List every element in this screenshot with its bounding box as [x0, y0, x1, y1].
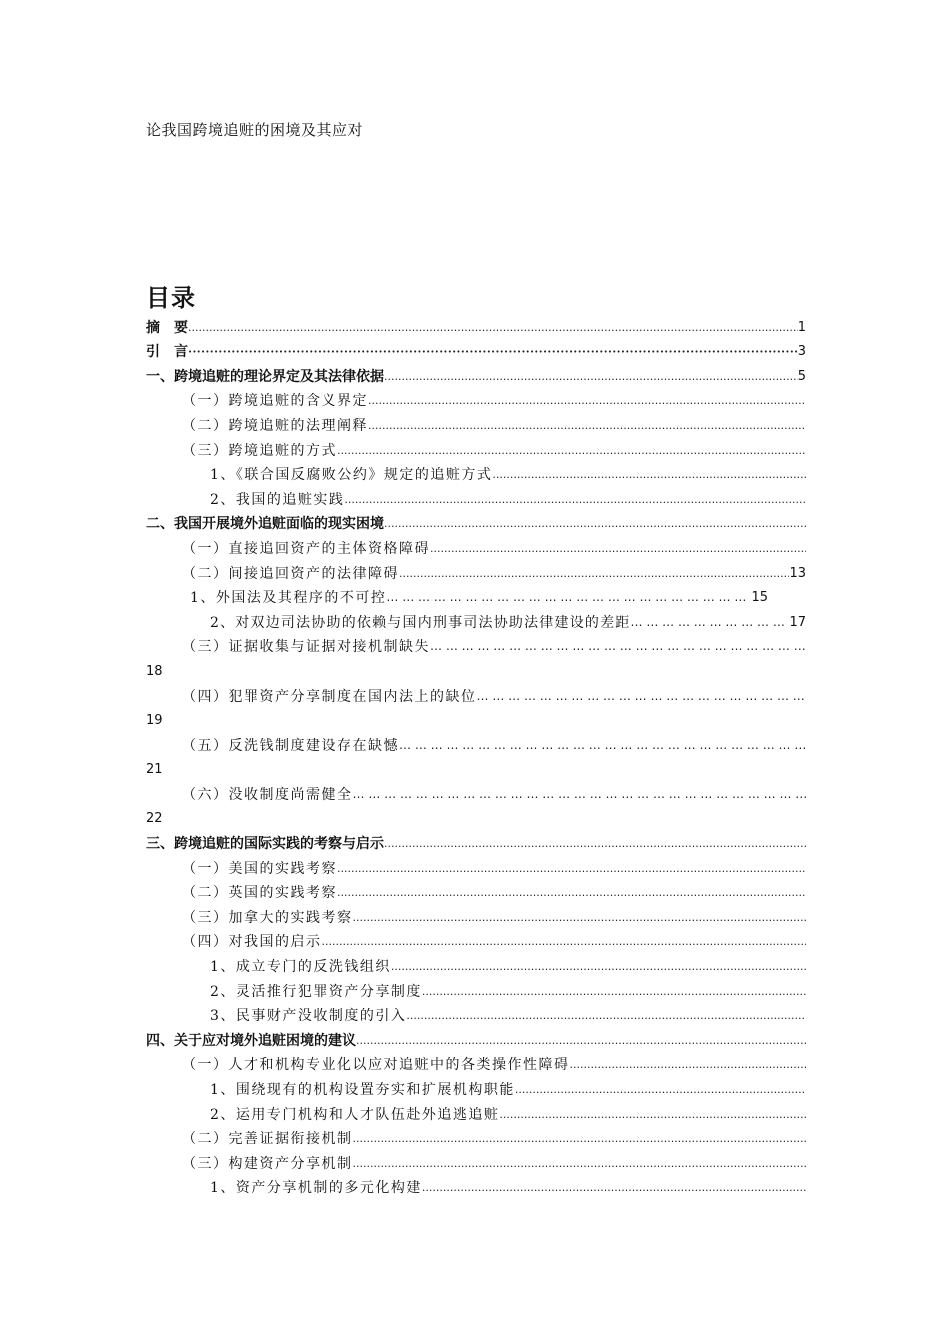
toc-entry-text: 三、跨境追赃的国际实践的考察与启示 [146, 836, 384, 853]
toc-entry-text: 摘 要 [146, 319, 188, 336]
toc-leader [515, 1081, 806, 1099]
toc-leader [399, 736, 806, 755]
toc-entry[interactable] [146, 533, 806, 558]
toc-entry-text: 2、我国的追赃实践 [210, 491, 345, 508]
toc-leader [570, 1056, 807, 1074]
toc-entry-text: （一）美国的实践考察 [182, 860, 337, 877]
toc-entry-text: （三）构建资产分享机制 [182, 1155, 353, 1172]
toc-heading: 目录 [146, 284, 196, 312]
toc-entry[interactable] [146, 1074, 806, 1099]
table-of-contents [146, 312, 806, 1197]
document-title: 论我国跨境追赃的困境及其应对 [146, 121, 364, 139]
toc-leader [322, 933, 807, 951]
toc-leader [344, 491, 806, 509]
toc-leader [337, 442, 806, 460]
toc-leader [188, 319, 798, 337]
toc-entry[interactable] [146, 509, 806, 534]
toc-entry-text: （四）犯罪资产分享制度在国内法上的缺位 [182, 688, 477, 705]
toc-entry[interactable] [146, 361, 806, 386]
toc-entry-text: （二）完善证据衔接机制 [182, 1131, 353, 1148]
toc-page-number: 17 [789, 614, 806, 630]
toc-entry[interactable] [146, 1173, 806, 1198]
toc-entry-text: （四）对我国的启示 [182, 934, 322, 951]
toc-page-number: 19 [146, 713, 163, 729]
toc-entry-text: （一）跨境追赃的含义界定 [182, 393, 368, 410]
toc-entry-text: （三）跨境追赃的方式 [182, 442, 337, 459]
toc-leader [422, 1179, 806, 1197]
toc-leader [492, 466, 806, 484]
toc-entry[interactable] [146, 632, 806, 657]
toc-entry-text: 2、对双边司法协助的依赖与国内刑事司法协助法律建设的差距 [210, 614, 631, 631]
toc-page-number: 21 [146, 762, 163, 778]
toc-entry-text: 3、民事财产没收制度的引入 [210, 1008, 407, 1025]
toc-entry[interactable] [146, 902, 806, 927]
toc-entry[interactable] [146, 1099, 806, 1124]
toc-entry-text: （二）英国的实践考察 [182, 885, 337, 902]
toc-page-number: 18 [146, 663, 163, 679]
toc-entry-text: 一、跨境追赃的理论界定及其法律依据 [146, 368, 384, 385]
toc-entry[interactable] [146, 435, 806, 460]
toc-page-number: 1 [797, 319, 806, 335]
toc-entry-text: 1、资产分享机制的多元化构建 [210, 1180, 422, 1197]
toc-entry-text: （三）加拿大的实践考察 [182, 909, 353, 926]
toc-entry[interactable] [146, 1025, 806, 1050]
toc-leader [353, 785, 807, 804]
toc-leader [337, 860, 806, 878]
toc-leader [384, 515, 806, 533]
toc-entry[interactable] [146, 878, 806, 903]
toc-entry[interactable] [146, 1148, 806, 1173]
toc-entry[interactable] [146, 1001, 806, 1026]
toc-entry-text: 1、成立专门的反洗钱组织 [210, 959, 391, 976]
toc-leader [631, 613, 790, 632]
toc-leader [430, 540, 806, 558]
toc-entry-text: 1、《联合国反腐败公约》规定的追赃方式 [210, 467, 493, 484]
toc-entry-text: 引 言 [146, 344, 188, 361]
toc-entry[interactable] [146, 1050, 806, 1075]
toc-leader [188, 342, 798, 361]
toc-leader [353, 1155, 807, 1173]
toc-entry[interactable] [146, 1124, 806, 1149]
toc-entry-text: （五）反洗钱制度建设存在缺憾 [182, 737, 399, 754]
toc-entry[interactable] [146, 730, 806, 755]
toc-entry[interactable] [146, 828, 806, 853]
toc-entry-text: （二）间接追回资产的法律障碍 [182, 565, 399, 582]
toc-page-number: 15 [751, 590, 768, 606]
toc-entry[interactable] [146, 779, 806, 804]
toc-leader [386, 588, 751, 607]
toc-entry[interactable] [146, 607, 806, 632]
toc-leader [406, 1007, 806, 1025]
toc-entry[interactable] [146, 681, 806, 706]
toc-leader [391, 958, 806, 976]
toc-entry[interactable] [146, 558, 806, 583]
toc-leader [353, 909, 807, 927]
toc-leader [399, 565, 789, 583]
toc-entry-text: （一）直接追回资产的主体资格障碍 [182, 540, 430, 557]
toc-leader [422, 983, 806, 1001]
toc-entry[interactable] [146, 951, 806, 976]
toc-entry-text: （一）人才和机构专业化以应对追赃中的各类操作性障碍 [182, 1057, 570, 1074]
toc-leader [499, 1106, 806, 1124]
toc-entry-text: 1、围绕现有的机构设置夯实和扩展机构职能 [210, 1082, 515, 1098]
toc-entry[interactable] [146, 460, 806, 485]
toc-leader [353, 1130, 807, 1148]
toc-entry-text: 四、关于应对境外追赃困境的建议 [146, 1032, 356, 1049]
toc-entry[interactable] [146, 312, 806, 337]
toc-leader [337, 884, 806, 902]
toc-entry[interactable] [146, 337, 806, 362]
toc-entry[interactable] [146, 853, 806, 878]
toc-page-number: 13 [789, 565, 806, 581]
toc-leader [477, 687, 807, 706]
toc-entry[interactable] [146, 410, 806, 435]
toc-page-number: 3 [797, 344, 806, 360]
toc-entry-text: 二、我国开展境外追赃面临的现实困境 [146, 516, 384, 533]
toc-entry-text: 1、外国法及其程序的不可控 [190, 590, 387, 607]
toc-leader [384, 368, 798, 386]
toc-entry-text: （六）没收制度尚需健全 [182, 786, 353, 803]
toc-entry-text: 2、灵活推行犯罪资产分享制度 [210, 983, 422, 1000]
toc-entry-text: （二）跨境追赃的法理阐释 [182, 417, 368, 434]
toc-page-number: 5 [797, 368, 806, 384]
toc-leader [368, 392, 806, 410]
toc-entry[interactable] [146, 386, 806, 411]
toc-leader [430, 637, 806, 656]
toc-leader [384, 835, 806, 853]
toc-entry[interactable] [146, 583, 806, 608]
toc-leader [356, 1032, 806, 1050]
toc-entry[interactable] [146, 976, 806, 1001]
toc-entry[interactable] [146, 484, 806, 509]
toc-entry[interactable] [146, 927, 806, 952]
toc-entry-text: （三）证据收集与证据对接机制缺失 [182, 639, 430, 656]
toc-leader [368, 417, 806, 435]
toc-entry-text: 2、运用专门机构和人才队伍赴外追逃追赃 [210, 1106, 500, 1123]
toc-page-number: 22 [146, 811, 163, 827]
